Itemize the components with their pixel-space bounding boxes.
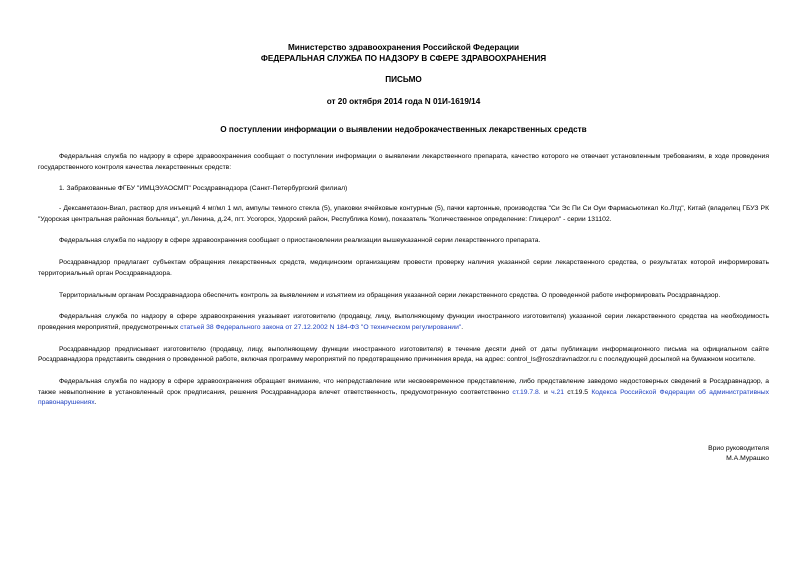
document-page: [38, 43, 769, 462]
paragraph-liability-end: .: [94, 399, 97, 407]
paragraph-proposal: Росздравнадзор предлагает субъектам обращения лекарственных средств, медицинским организациям провести проверку наличия указанной серии лекарственного средства, о результатах которой информировать территориальный орган Росздравнадзора.: [38, 259, 769, 277]
part-21-link[interactable]: ч.21: [551, 388, 564, 396]
paragraph-suspension: Федеральная служба по надзору в сфере здравоохранения сообщает о приостановлении реализации вышеуказанной серии лекарственного препарата.: [59, 237, 541, 245]
ministry-name: Министерство здравоохранения Российской Федерации: [287, 43, 520, 52]
document-header: [38, 43, 769, 107]
document-date: от 20 октября 2014 года N 01И-1619/14: [326, 96, 481, 106]
signatory-position: Врио руководителя: [708, 445, 769, 452]
signatory-name: М.А.Мурашко: [726, 455, 769, 462]
document-type: ПИСЬМО: [385, 75, 422, 84]
law-184-fz-link[interactable]: статьей 38 Федерального закона от 27.12.2002 N 184-ФЗ "О техническом регулировании": [180, 323, 462, 331]
service-name: ФЕДЕРАЛЬНАЯ СЛУЖБА ПО НАДЗОРУ В СФЕРЕ ЗДРАВООХРАНЕНИЯ: [260, 53, 547, 63]
document-body: [38, 152, 769, 409]
article-19-7-8-link[interactable]: ст.19.7.8.: [512, 388, 541, 396]
paragraph-liability: [38, 377, 769, 409]
paragraph-intro: Федеральная служба по надзору в сфере здравоохранения сообщает о поступлении информации о выявлении лекарственного препарата, качество которого не отвечает установленным требованиям, в ходе проведения государственного контроля качества лекарственных средств:: [38, 153, 769, 171]
signature-block: [708, 444, 769, 464]
paragraph-liability-and: и: [540, 388, 552, 396]
paragraph-manufacturer-end: .: [461, 323, 464, 331]
paragraph-drug-details: - Дексаметазон-Виал, раствор для инъекций 4 мг/мл 1 мл, ампулы темного стекла (5), упаковки ячейковые контурные (5), пачки картонные, производства "Си Эс Пи Си Оуи Фармасьютикал Ко.Лтд", Китай (владелец ГБУЗ РК "Удорская центральная районная больница", ул.Ленина, д.24, пгт. Усогорск, Удорский район, Республика Коми), показатель "Количественное определение: Глицерол" - серии 131102.: [38, 204, 769, 223]
paragraph-prescription: Росздравнадзор предписывает изготовителю (продавцу, лицу, выполняющему функции иностранного изготовителя) в течение десяти дней от даты публикации информационного письма на официальном сайте Росздравнадзора представить сведения о проведенной работе, включая программу мероприятий по предотвращению причинения вреда, на адрес: control_ls@roszdravnadzor.ru с последующей досылкой на бумажном носителе.: [38, 345, 769, 364]
administrative-code-link[interactable]: Кодекса Российской Федерации об административных правонарушениях: [38, 388, 769, 407]
paragraph-manufacturer-text: Федеральная служба по надзору в сфере здравоохранения указывает изготовителю (продавцу, лицу, выполняющему функции иностранного изготовителя) указанной серии лекарственного средства на необходимость проведения мероприятий, предусмотренных: [38, 313, 769, 331]
document-title: О поступлении информации о выявлении недоброкачественных лекарственных средств: [220, 125, 587, 134]
paragraph-territorial: Территориальным органам Росздравнадзора обеспечить контроль за выявлением и изъятием из обращения указанной серии лекарственного средства. О проведенной работе информировать Росздравнадзор.: [59, 291, 721, 299]
paragraph-liability-article: ст.19.5: [563, 388, 592, 396]
paragraph-rejected: 1. Забракованные ФГБУ "ИМЦЭУАОСМП" Росздравнадзора (Санкт-Петербургский филиал): [59, 185, 348, 193]
paragraph-liability-text: Федеральная служба по надзору в сфере здравоохранения обращает внимание, что непредставление или несвоевременное представление, либо представление заведомо недостоверных сведений в Росздравнадзор, а также невыполнение в установленный срок предписания, решения Росздравнадзора влечет ответственность, предусмотренную соответственно: [38, 378, 769, 396]
paragraph-manufacturer: [38, 312, 769, 333]
